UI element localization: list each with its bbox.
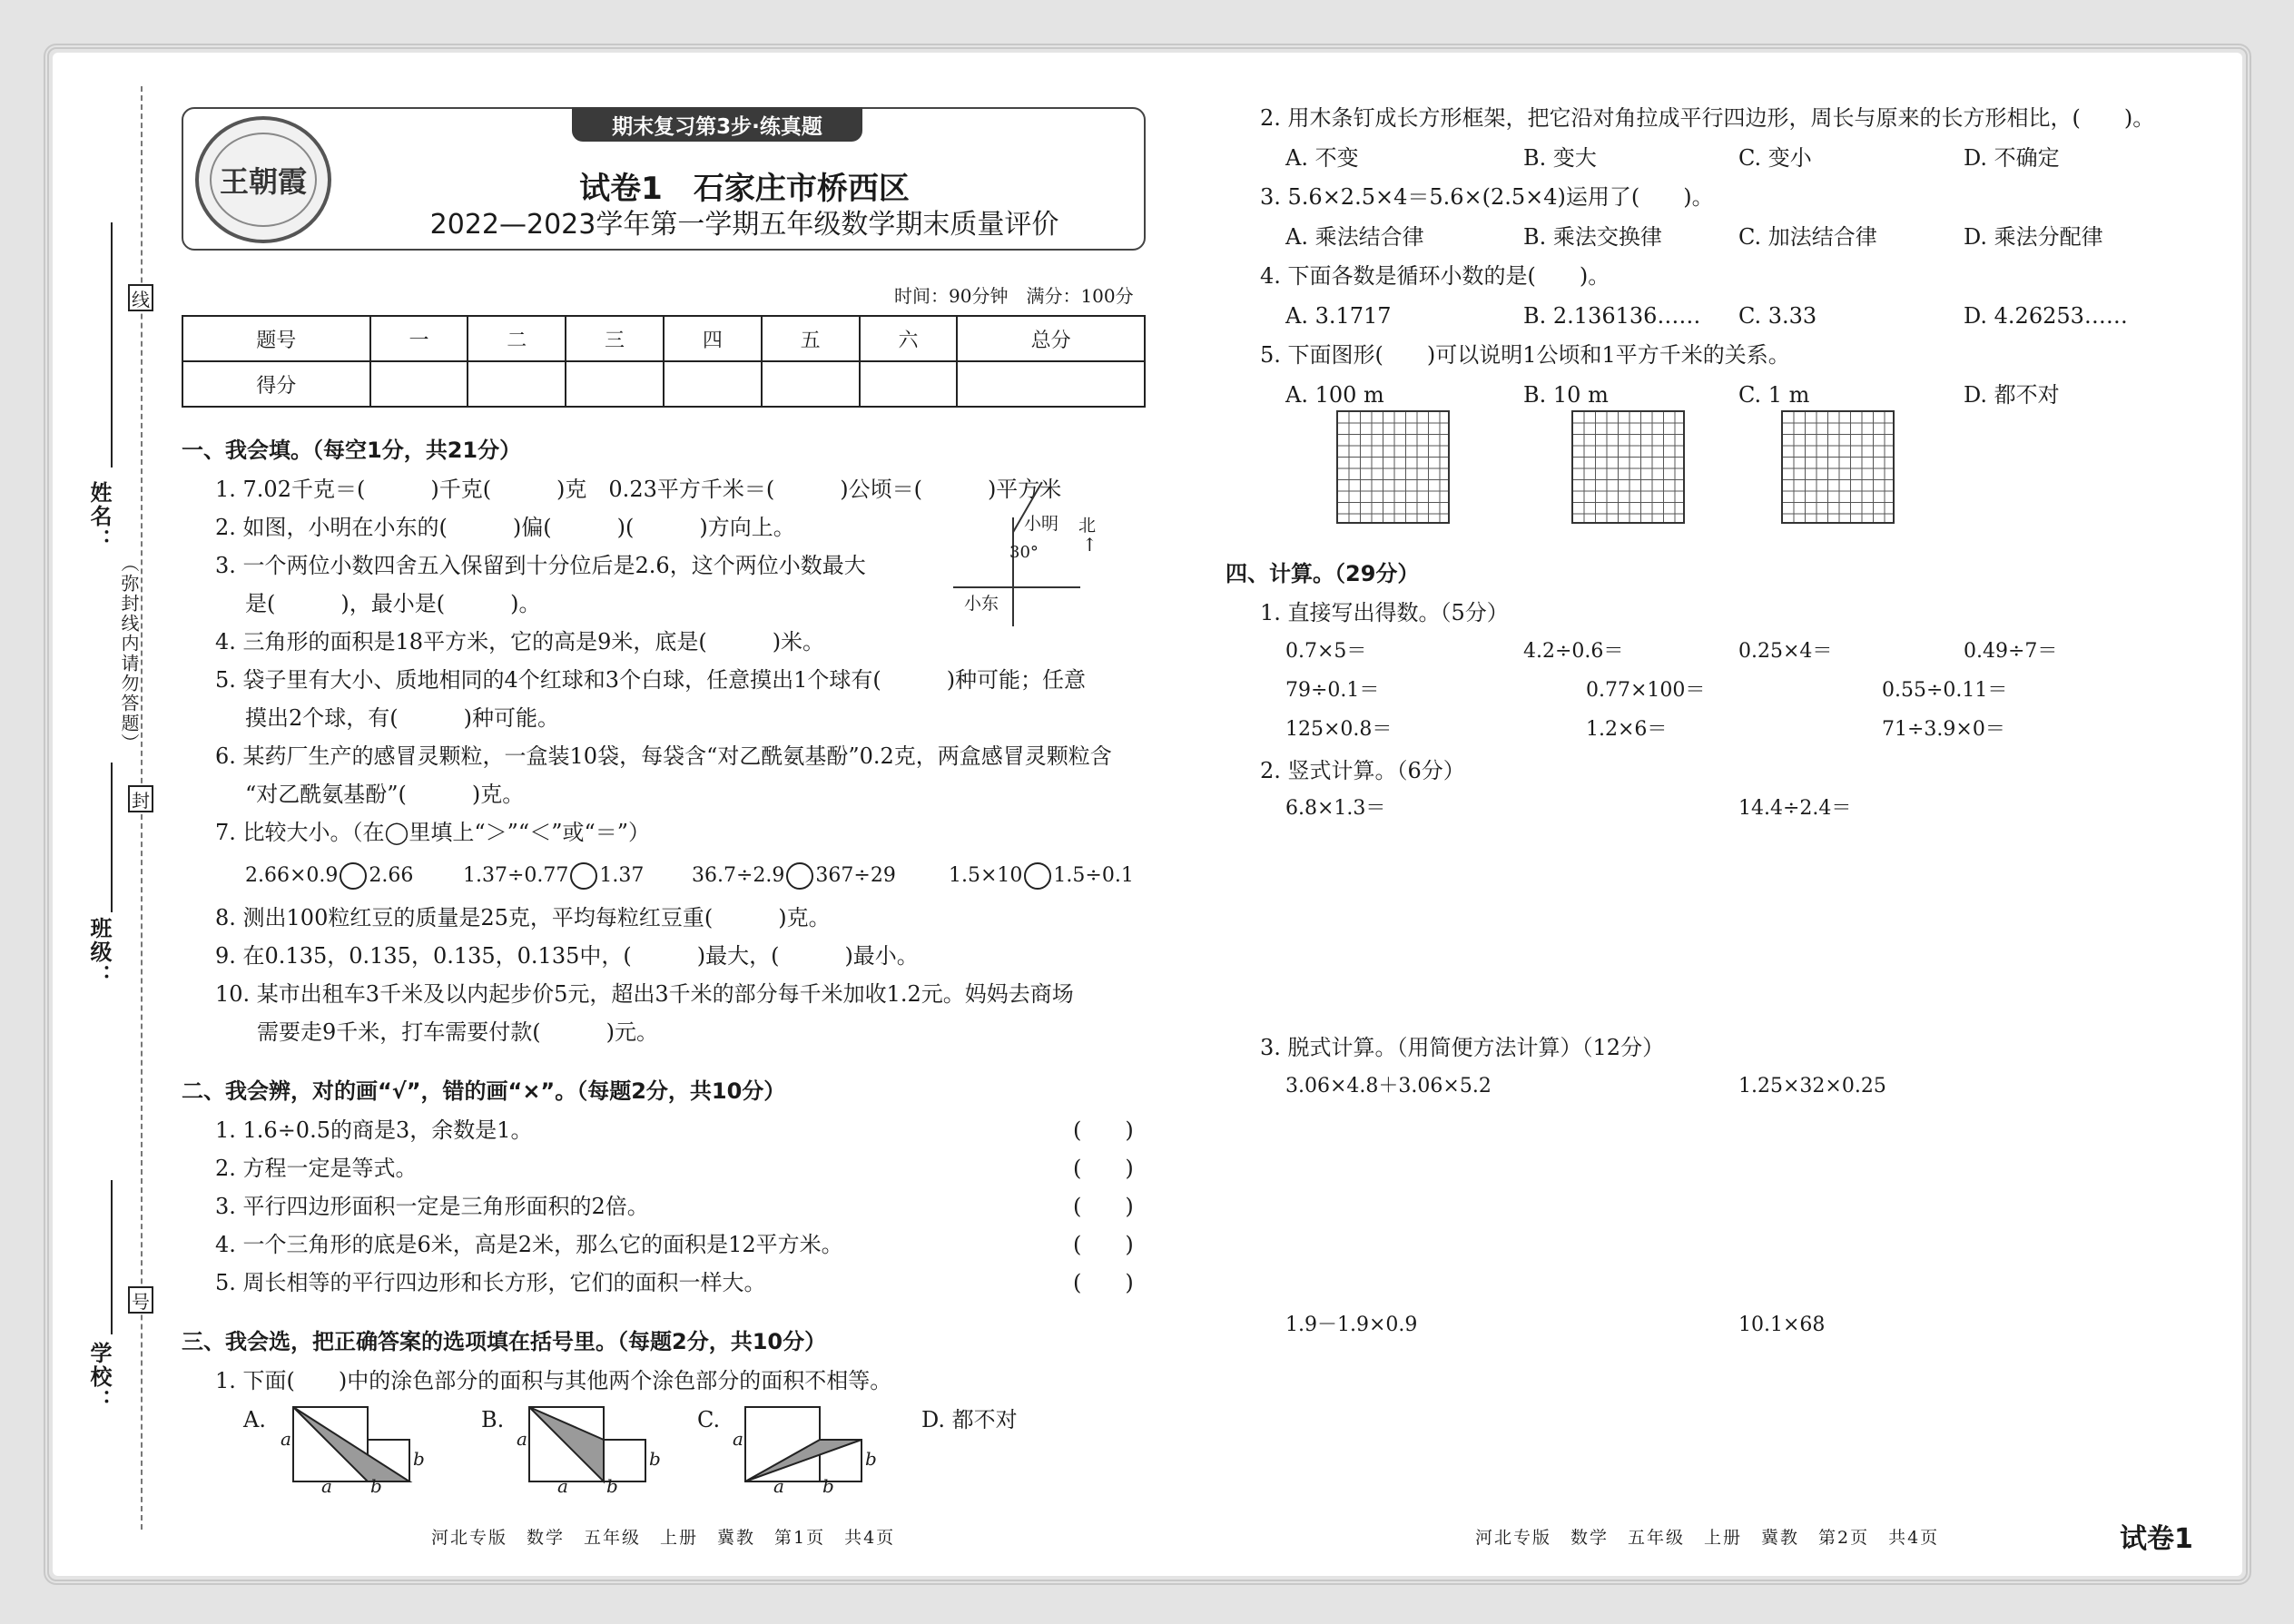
s3-q2-opt-d: D. 不确定: [1964, 145, 2060, 171]
s3-q4-opt-c: C. 3.33: [1738, 303, 1817, 329]
score-row-label: 得分: [182, 361, 370, 407]
answer-paren[interactable]: ( ): [1073, 1117, 1134, 1143]
score-head-7: 总分: [957, 316, 1145, 361]
s1-q3a: 3. 一个两位小数四舍五入保留到十分位后是2.6，这个两位小数最大: [215, 553, 866, 578]
triangle-figure-b: [513, 1403, 658, 1493]
brand-logo: [195, 116, 331, 243]
triangle-figure-a: [277, 1403, 422, 1493]
stepwise-calc-4: 10.1×68: [1738, 1314, 1826, 1336]
s3-q4: 4. 下面各数是循环小数的是( )。: [1260, 263, 1610, 289]
oral-calc-2: 4.2÷0.6＝: [1523, 640, 1624, 663]
compare-right: 2.66: [369, 864, 414, 887]
fig-c-label-b: b: [865, 1448, 877, 1470]
s3-q1-opt-d: D. 都不对: [921, 1407, 1018, 1432]
s3-q5-opt-a: A. 100 m: [1285, 382, 1384, 408]
fig-c-label-a2: a: [773, 1475, 784, 1497]
compare-circle[interactable]: [1024, 862, 1051, 890]
score-table: [182, 315, 1146, 408]
s1-q6a: 6. 某药厂生产的感冒灵颗粒，一盒装10袋，每袋含“对乙酰氨基酚”0.2克，两盒感冒灵颗粒含: [215, 743, 1112, 769]
answer-paren[interactable]: ( ): [1073, 1156, 1134, 1181]
grid-figure-a: [1336, 410, 1450, 524]
compare-item-2: [463, 862, 644, 890]
s3-q3: 3. 5.6×2.5×4＝5.6×(2.5×4)运用了( )。: [1260, 184, 1714, 210]
s4-part2: 2. 竖式计算。（6分）: [1260, 758, 1465, 783]
compare-right: 367÷29: [815, 864, 896, 887]
class-label: 班级：: [86, 917, 112, 988]
answer-paren[interactable]: ( ): [1073, 1194, 1134, 1219]
compare-circle[interactable]: [340, 862, 367, 890]
paper-tag: 试卷1: [2120, 1523, 2193, 1555]
brand-name: 王朝霞: [210, 133, 317, 227]
score-head-3: 三: [566, 316, 664, 361]
grid-figure-b: [1571, 410, 1685, 524]
oral-calc-7: 0.55÷0.11＝: [1882, 679, 2008, 702]
s3-q3-opt-d: D. 乘法分配律: [1964, 224, 2103, 250]
s3-q3-opt-b: B. 乘法交换律: [1523, 224, 1662, 250]
s3-q5: 5. 下面图形( )可以说明1公顷和1平方千米的关系。: [1260, 342, 1790, 368]
footer-page-1: 河北专版 数学 五年级 上册 冀教 第1页 共4页: [431, 1528, 896, 1548]
fig-b-label-b2: b: [606, 1475, 618, 1497]
score-head-2: 二: [468, 316, 566, 361]
s3-q3-opt-c: C. 加法结合律: [1738, 224, 1877, 250]
score-cell[interactable]: [468, 361, 566, 407]
compare-left: 1.5×10: [949, 864, 1023, 887]
oral-calc-1: 0.7×5＝: [1285, 640, 1367, 663]
fig-c-label-b2: b: [822, 1475, 834, 1497]
header-banner: 期末复习第3步·练真题: [572, 107, 862, 142]
s3-q2-opt-c: C. 变小: [1738, 145, 1812, 171]
oral-calc-6: 0.77×100＝: [1586, 679, 1706, 702]
s2-item-1: 1. 1.6÷0.5的商是3，余数是1。: [215, 1117, 533, 1143]
school-write-line: [111, 1180, 113, 1334]
fig-a-label-a: a: [281, 1428, 291, 1450]
vertical-calc-1: 6.8×1.3＝: [1285, 797, 1386, 820]
s4-part1: 1. 直接写出得数。（5分）: [1260, 600, 1509, 625]
score-cell[interactable]: [860, 361, 958, 407]
fig-b-label-b: b: [649, 1448, 661, 1470]
s3-q4-opt-a: A. 3.1717: [1285, 303, 1392, 329]
oral-calc-5: 79÷0.1＝: [1285, 679, 1380, 702]
fig-label-xiaoming: 小明: [1024, 514, 1059, 534]
s1-q5b: 摸出2个球，有( )种可能。: [245, 705, 559, 731]
oral-calc-10: 71÷3.9×0＝: [1882, 718, 2005, 741]
s3-q5-opt-b: B. 10 m: [1523, 382, 1609, 408]
section1-heading: 一、我会填。（每空1分，共21分）: [182, 438, 522, 463]
compare-left: 1.37÷0.77: [463, 864, 569, 887]
section3-heading: 三、我会选，把正确答案的选项填在括号里。（每题2分，共10分）: [182, 1329, 827, 1354]
oral-calc-8: 125×0.8＝: [1285, 718, 1393, 741]
school-label: 学校：: [86, 1342, 112, 1412]
compare-right: 1.5÷0.1: [1053, 864, 1134, 887]
fig-label-xiaodong: 小东: [964, 594, 999, 614]
section2-heading: 二、我会辨，对的画“√”，错的画“×”。（每题2分，共10分）: [182, 1078, 786, 1104]
s3-q1: 1. 下面( )中的涂色部分的面积与其他两个涂色部分的面积不相等。: [215, 1368, 892, 1393]
s3-q4-opt-d: D. 4.26253……: [1964, 303, 2128, 329]
compare-left: 2.66×0.9: [245, 864, 339, 887]
s3-q1-opt-b: B.: [481, 1407, 505, 1432]
time-info: 时间：90分钟 满分：100分: [894, 285, 1134, 307]
score-head-5: 五: [762, 316, 860, 361]
s1-q8: 8. 测出100粒红豆的质量是25克，平均每粒红豆重( )克。: [215, 905, 831, 930]
s3-q3-opt-a: A. 乘法结合律: [1285, 224, 1424, 250]
s3-q2-opt-a: A. 不变: [1285, 145, 1359, 171]
name-write-line: [111, 222, 113, 468]
fig-a-label-a2: a: [321, 1475, 332, 1497]
vertical-calc-2: 14.4÷2.4＝: [1738, 797, 1852, 820]
s1-q5a: 5. 袋子里有大小、质地相同的4个红球和3个白球，任意摸出1个球有( )种可能；任意: [215, 667, 1087, 693]
s3-q5-opt-c: C. 1 m: [1738, 382, 1810, 408]
compare-item-1: [245, 862, 413, 890]
binding-mark-feng: 封: [128, 785, 153, 812]
score-cell[interactable]: [762, 361, 860, 407]
name-label: 姓名：: [86, 481, 112, 552]
fig-a-label-b: b: [413, 1448, 425, 1470]
compare-circle[interactable]: [786, 862, 813, 890]
s1-q1: 1. 7.02千克＝( )千克( )克 0.23平方千米＝( )公顷＝( )平方米: [215, 477, 1062, 502]
s2-item-3: 3. 平行四边形面积一定是三角形面积的2倍。: [215, 1194, 649, 1219]
compare-item-4: [949, 862, 1134, 890]
fig-label-north: 北: [1078, 516, 1097, 536]
fig-vertical-axis: [1012, 517, 1014, 626]
answer-paren[interactable]: ( ): [1073, 1270, 1134, 1295]
fig-c-label-a: a: [733, 1428, 743, 1450]
s3-q5-opt-d: D. 都不对: [1964, 382, 2060, 408]
triangle-figure-c: [729, 1403, 874, 1493]
oral-calc-4: 0.49÷7＝: [1964, 640, 2058, 663]
stepwise-calc-2: 1.25×32×0.25: [1738, 1075, 1886, 1097]
score-head-1: 一: [370, 316, 468, 361]
answer-paren[interactable]: ( ): [1073, 1232, 1134, 1257]
paper-title: 试卷1 石家庄市桥西区: [579, 171, 910, 207]
score-head-0: 题号: [182, 316, 370, 361]
score-cell[interactable]: [566, 361, 664, 407]
s3-q4-opt-b: B. 2.136136……: [1523, 303, 1701, 329]
s3-q2: 2. 用木条钉成长方形框架，把它沿对角拉成平行四边形，周长与原来的长方形相比，( )。: [1260, 105, 2155, 131]
fig-angle-label: 30°: [1009, 543, 1039, 562]
sealing-notice: （弥封线内请勿答题）: [118, 554, 140, 753]
binding-mark-xian: 线: [128, 284, 153, 311]
compare-circle[interactable]: [570, 862, 597, 890]
s1-q3b: 是( )，最小是( )。: [245, 591, 541, 616]
oral-calc-9: 1.2×6＝: [1586, 718, 1668, 741]
score-cell[interactable]: [957, 361, 1145, 407]
score-cell[interactable]: [664, 361, 762, 407]
grid-figure-c: [1781, 410, 1895, 524]
s2-item-5: 5. 周长相等的平行四边形和长方形，它们的面积一样大。: [215, 1270, 766, 1295]
binding-mark-hao: 号: [128, 1286, 153, 1314]
oral-calc-3: 0.25×4＝: [1738, 640, 1833, 663]
s3-q1-opt-c: C.: [697, 1407, 721, 1432]
score-cell[interactable]: [370, 361, 468, 407]
direction-figure: [944, 514, 1098, 626]
s1-q7: 7. 比较大小。（在◯里填上“＞”“＜”或“＝”）: [215, 820, 651, 845]
compare-left: 36.7÷2.9: [692, 864, 785, 887]
stepwise-calc-3: 1.9－1.9×0.9: [1285, 1314, 1418, 1336]
compare-item-3: [692, 862, 896, 890]
fig-b-label-a2: a: [557, 1475, 568, 1497]
stepwise-calc-1: 3.06×4.8＋3.06×5.2: [1285, 1075, 1492, 1097]
north-arrow-icon: ↑: [1082, 534, 1098, 556]
s1-q10a: 10. 某市出租车3千米及以内起步价5元，超出3千米的部分每千米加收1.2元。妈妈去商场: [215, 981, 1074, 1007]
fig-a-label-b2: b: [370, 1475, 382, 1497]
s4-part3: 3. 脱式计算。（用简便方法计算）（12分）: [1260, 1035, 1665, 1060]
section4-heading: 四、计算。（29分）: [1226, 561, 1420, 586]
fig-horizontal-axis: [953, 586, 1080, 588]
s2-item-2: 2. 方程一定是等式。: [215, 1156, 418, 1181]
s1-q2: 2. 如图，小明在小东的( )偏( )( )方向上。: [215, 515, 795, 540]
fig-b-label-a: a: [517, 1428, 527, 1450]
s1-q10b: 需要走9千米，打车需要付款( )元。: [257, 1019, 658, 1045]
class-write-line: [111, 763, 113, 912]
s1-q6b: “对乙酰氨基酚”( )克。: [245, 782, 525, 807]
paper-subtitle: 2022—2023学年第一学期五年级数学期末质量评价: [429, 209, 1059, 241]
score-head-4: 四: [664, 316, 762, 361]
s1-q4: 4. 三角形的面积是18平方米，它的高是9米，底是( )米。: [215, 629, 825, 655]
s2-item-4: 4. 一个三角形的底是6米，高是2米，那么它的面积是12平方米。: [215, 1232, 843, 1257]
score-head-6: 六: [860, 316, 958, 361]
s1-q9: 9. 在0.135，0.135，0.135，0.135中，( )最大，( )最小。: [215, 943, 919, 969]
s3-q1-opt-a: A.: [243, 1407, 266, 1432]
footer-page-2: 河北专版 数学 五年级 上册 冀教 第2页 共4页: [1475, 1528, 1940, 1548]
s3-q2-opt-b: B. 变大: [1523, 145, 1597, 171]
compare-right: 1.37: [599, 864, 645, 887]
